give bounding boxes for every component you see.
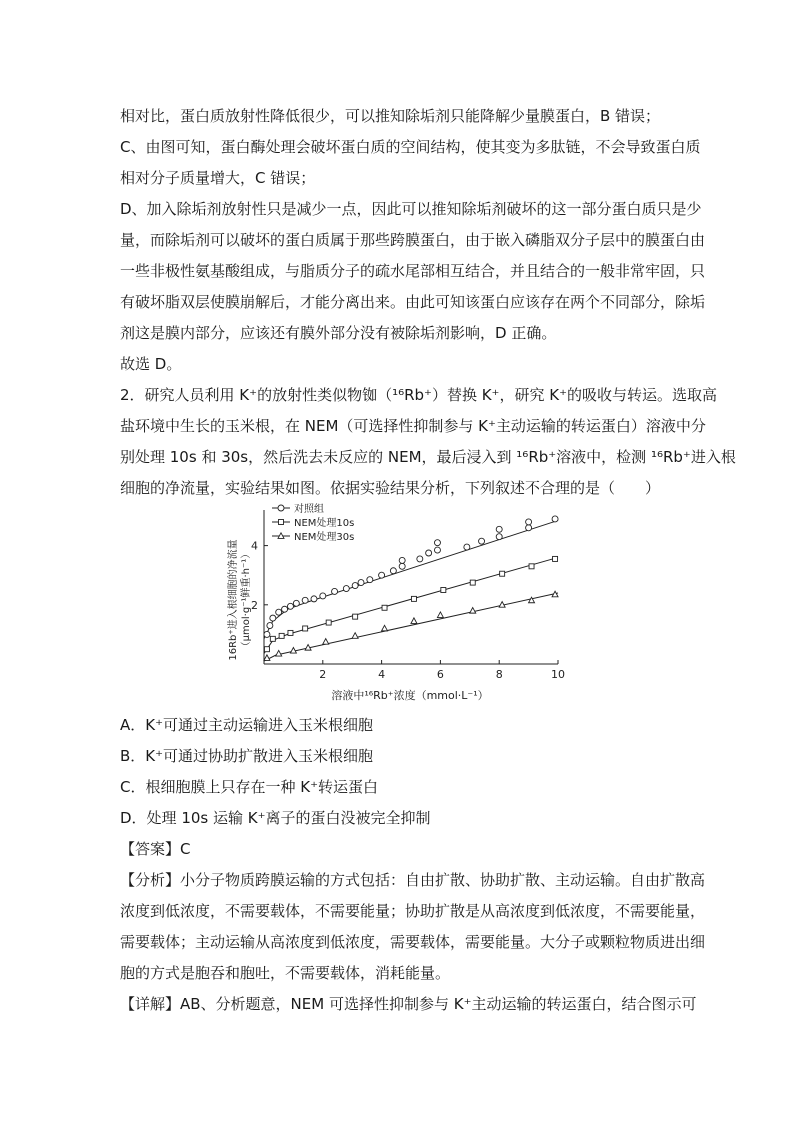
x-tick-label: 2: [319, 668, 327, 681]
text-line: 相对分子质量增大，C 错误；: [120, 169, 316, 187]
question-line: 盐环境中生长的玉米根，在 NEM（可选择性抑制参与 K⁺主动运输的转运蛋白）溶液中分: [120, 417, 706, 435]
data-point-square: [529, 564, 534, 569]
text-line: D、加入除垢剂放射性只是减少一点，因此可以推知除垢剂破坏的这一部分蛋白质只是少: [120, 200, 702, 218]
chart-legend: [272, 502, 354, 543]
fit-line-nem-10s: [264, 557, 558, 653]
data-point-triangle: [276, 650, 282, 656]
x-tick-label: 8: [495, 668, 503, 681]
data-point-circle: [399, 563, 405, 569]
text-line: 剂这是膜内部分，应该还有膜外部分没有被除垢剂影响，D 正确。: [120, 324, 557, 342]
data-point-square: [553, 556, 558, 561]
data-point-circle: [343, 586, 349, 592]
legend-label: NEM处理30s: [294, 532, 355, 543]
question-line: 别处理 10s 和 30s，然后洗去未反应的 NEM，最后浸入到 ¹⁶Rb⁺溶液中，检测 ¹⁶Rb⁺进入根: [120, 448, 736, 466]
data-point-circle: [320, 593, 326, 599]
data-point-square: [353, 614, 358, 619]
data-point-square: [326, 620, 331, 625]
data-point-square: [270, 636, 275, 641]
x-tick-label: 10: [551, 668, 565, 681]
y-tick-label: 2: [251, 598, 258, 612]
y-axis-unit-label: （μmol·g⁻¹鲜重·h⁻¹）: [241, 548, 252, 652]
data-point-circle: [267, 623, 273, 629]
data-point-circle: [264, 631, 270, 637]
text-line: 有破坏脂双层使膜崩解后，才能分离出来。由此可知该蛋白应该存在两个不同部分，除垢: [120, 293, 706, 311]
data-point-circle: [282, 606, 288, 612]
legend-marker-square: [279, 520, 284, 525]
data-point-circle: [311, 596, 317, 602]
data-point-circle: [390, 568, 396, 574]
data-point-circle: [367, 577, 373, 583]
data-point-circle: [479, 538, 485, 544]
data-point-circle: [332, 588, 338, 594]
data-point-circle: [399, 557, 405, 563]
rb-uptake-chart: [220, 500, 580, 705]
data-point-circle: [352, 583, 358, 589]
text-line: 故选 D。: [120, 355, 182, 373]
data-point-circle: [276, 609, 282, 615]
data-point-circle: [526, 525, 532, 531]
question-line: 2．研究人员利用 K⁺的放射性类似物铷（¹⁶Rb⁺）替换 K⁺，研究 K⁺的吸收与转运。选取高: [120, 386, 718, 404]
data-point-circle: [426, 550, 432, 556]
data-point-circle: [379, 572, 385, 578]
question-line: 细胞的净流量，实验结果如图。依据实验结果分析，下列叙述不合理的是（ ）: [120, 479, 661, 497]
data-point-square: [264, 647, 269, 652]
text-line: C、由图可知，蛋白酶处理会破坏蛋白质的空间结构，使其变为多肽链，不会导致蛋白质: [120, 138, 701, 156]
text-line: 一些非极性氨基酸组成，与脂质分子的疏水尾部相互结合，并且结合的一般非常牢固，只: [120, 262, 706, 280]
data-point-circle: [302, 597, 308, 603]
data-point-circle: [293, 600, 299, 606]
data-point-circle: [496, 534, 502, 540]
data-point-circle: [434, 540, 440, 546]
data-point-circle: [287, 603, 293, 609]
data-point-square: [279, 633, 284, 638]
data-point-circle: [270, 615, 276, 621]
option-d: D．处理 10s 运输 K⁺离子的蛋白没被完全抑制: [120, 809, 431, 827]
data-point-triangle: [411, 618, 417, 624]
data-point-circle: [358, 580, 364, 586]
data-point-square: [382, 605, 387, 610]
data-point-triangle: [323, 639, 329, 645]
legend-label: 对照组: [294, 504, 324, 515]
x-axis-label: 溶液中¹⁶Rb⁺浓度（mmol·L⁻¹）: [331, 689, 489, 702]
y-tick-label: 4: [251, 539, 258, 553]
data-point-circle: [496, 526, 502, 532]
detail-line: 【详解】AB、分析题意，NEM 可选择性抑制参与 K⁺主动运输的转运蛋白，结合图示可: [120, 995, 697, 1013]
data-point-square: [470, 580, 475, 585]
data-point-square: [303, 626, 308, 631]
legend-marker-circle: [278, 505, 284, 511]
text-line: 相对比，蛋白质放射性降低很少，可以推知除垢剂只能降解少量膜蛋白，B 错误；: [120, 107, 661, 125]
data-point-circle: [434, 547, 440, 553]
analysis-line: 浓度到低浓度，不需要载体，不需要能量；协助扩散是从高浓度到低浓度，不需要能量，: [120, 902, 706, 920]
legend-label: NEM处理10s: [294, 518, 355, 529]
data-point-square: [288, 630, 293, 635]
data-point-triangle: [264, 655, 270, 661]
data-point-circle: [526, 519, 532, 525]
option-c: C．根细胞膜上只存在一种 K⁺转运蛋白: [120, 778, 378, 796]
data-point-triangle: [382, 625, 388, 631]
option-a: A．K⁺可通过主动运输进入玉米根细胞: [120, 716, 374, 734]
data-point-square: [411, 596, 416, 601]
x-tick-label: 6: [436, 668, 444, 681]
data-point-square: [500, 571, 505, 576]
x-tick-label: 4: [378, 668, 386, 681]
y-axis-label: 16Rb⁺进入根细胞的净流量: [228, 539, 239, 661]
analysis-line: 【分析】小分子物质跨膜运输的方式包括：自由扩散、协助扩散、主动运输。自由扩散高: [120, 871, 706, 889]
analysis-line: 胞的方式是胞吞和胞吐，不需要载体，消耗能量。: [120, 964, 451, 982]
analysis-line: 需要载体；主动运输从高浓度到低浓度，需要载体，需要能量。大分子或颗粒物质进出细: [120, 933, 706, 951]
data-point-circle: [417, 556, 423, 562]
option-b: B．K⁺可通过协助扩散进入玉米根细胞: [120, 747, 374, 765]
data-point-circle: [464, 544, 470, 550]
text-line: 量，而除垢剂可以破坏的蛋白质属于那些跨膜蛋白，由于嵌入磷脂双分子层中的膜蛋白由: [120, 231, 706, 249]
data-point-square: [441, 588, 446, 593]
data-point-triangle: [470, 608, 476, 614]
data-point-circle: [552, 516, 558, 522]
data-point-triangle: [437, 612, 443, 618]
data-point-triangle: [352, 633, 358, 639]
answer: 【答案】C: [120, 840, 191, 858]
